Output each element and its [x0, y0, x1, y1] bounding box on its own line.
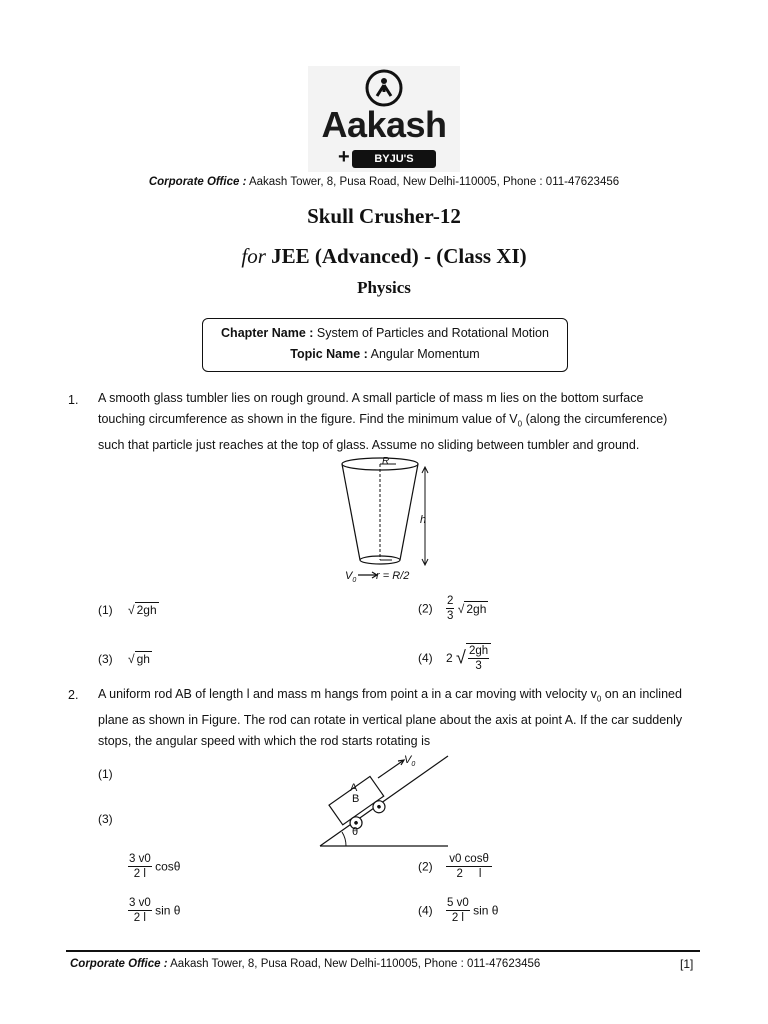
topic-value: Angular Momentum: [370, 347, 480, 361]
q2-option-c: $\frac{3 v0}{2 l}$ sin θ: [129, 897, 181, 924]
topic-label: Topic Name :: [290, 347, 368, 361]
footer-office: [70, 958, 540, 970]
footer-divider: [66, 950, 700, 952]
subject-title: Physics: [357, 278, 411, 297]
q1-option-3: (3) √ gh: [98, 652, 150, 666]
exam-for: for: [241, 244, 266, 268]
q2-fig-v0: $V_0$: [404, 754, 416, 769]
exam-title: [0, 244, 768, 269]
chapter-box: [202, 318, 568, 372]
page-number: [1]: [680, 957, 694, 971]
q1-fig-v0: $V_0$: [345, 570, 357, 585]
q1-option-4: (4) 2 √ $\frac{2gh}{3}$: [418, 643, 491, 673]
q1-number: 1.: [68, 393, 79, 407]
q2-fig-B: B: [352, 793, 360, 805]
q1-line2: touching circumference as shown in the figure. Find the minimum value of $V_0$ (along the circumference): [98, 412, 668, 429]
header-office: [0, 176, 768, 188]
q2-line1: A uniform rod AB of length l and mass m hangs from point a in a car moving with velocity $v_0$ on an inclined: [98, 687, 682, 704]
q2-option-4: (4) $\frac{5 v0}{2 l}$ sin θ: [418, 897, 499, 924]
q2-option-2: (2) $\frac{v0 \cos\theta}{2 l}$: [418, 852, 492, 881]
q1-fig-R: R: [382, 456, 390, 467]
page-title: Skull Crusher-12: [307, 204, 461, 228]
partner-badge: BYJU'S: [352, 150, 436, 168]
q1-text: [98, 388, 700, 456]
q2-fig-A: A: [350, 782, 358, 794]
plus-icon: +: [338, 146, 350, 168]
q1-fig-r: r = R/2: [376, 570, 410, 582]
footer-office-label: Corporate Office :: [70, 958, 168, 970]
q1-fig-h: h: [420, 514, 427, 526]
q2-number: 2.: [68, 688, 79, 702]
q2-line2: plane as shown in Figure. The rod can rotate in vertical plane about the axis at point A. If the car suddenly: [98, 712, 683, 727]
q2-text: [98, 684, 700, 752]
q1-line1: A smooth glass tumbler lies on rough ground. A small particle of mass m lies on the bottom surface: [98, 391, 644, 405]
header-office-address: Aakash Tower, 8, Pusa Road, New Delhi-110005, Phone : 011-47623456: [248, 176, 620, 188]
q2-option-a: $\frac{3 v0}{2 l}$ cosθ: [129, 853, 181, 880]
q2-option-1-label: (1): [98, 767, 113, 781]
q1-line3: such that particle just reaches at the top of glass. Assume no sliding between tumbler and ground.: [98, 437, 640, 452]
q1-option-2: (2) $\frac{2}{3}$ √ 2gh: [418, 595, 487, 622]
brand-name: Aakash: [321, 104, 447, 145]
footer-office-address: Aakash Tower, 8, Pusa Road, New Delhi-110005, Phone : 011-47623456: [170, 958, 541, 970]
q2-fig-theta: θ: [352, 826, 359, 838]
aakash-emblem-icon: [364, 68, 404, 108]
exam-name: JEE (Advanced) - (Class XI): [271, 244, 527, 268]
chapter-label: Chapter Name :: [221, 326, 314, 340]
q1-option-1: (1) √ 2gh: [98, 603, 157, 617]
chapter-value: System of Particles and Rotational Motion: [316, 326, 549, 340]
header-office-label: Corporate Office :: [148, 176, 247, 188]
q2-option-3-label: (3): [98, 812, 113, 826]
incline-figure: [318, 752, 452, 848]
q2-line3: stops, the angular speed with which the rod starts rotating is: [98, 733, 431, 748]
tumbler-figure: [330, 455, 450, 587]
